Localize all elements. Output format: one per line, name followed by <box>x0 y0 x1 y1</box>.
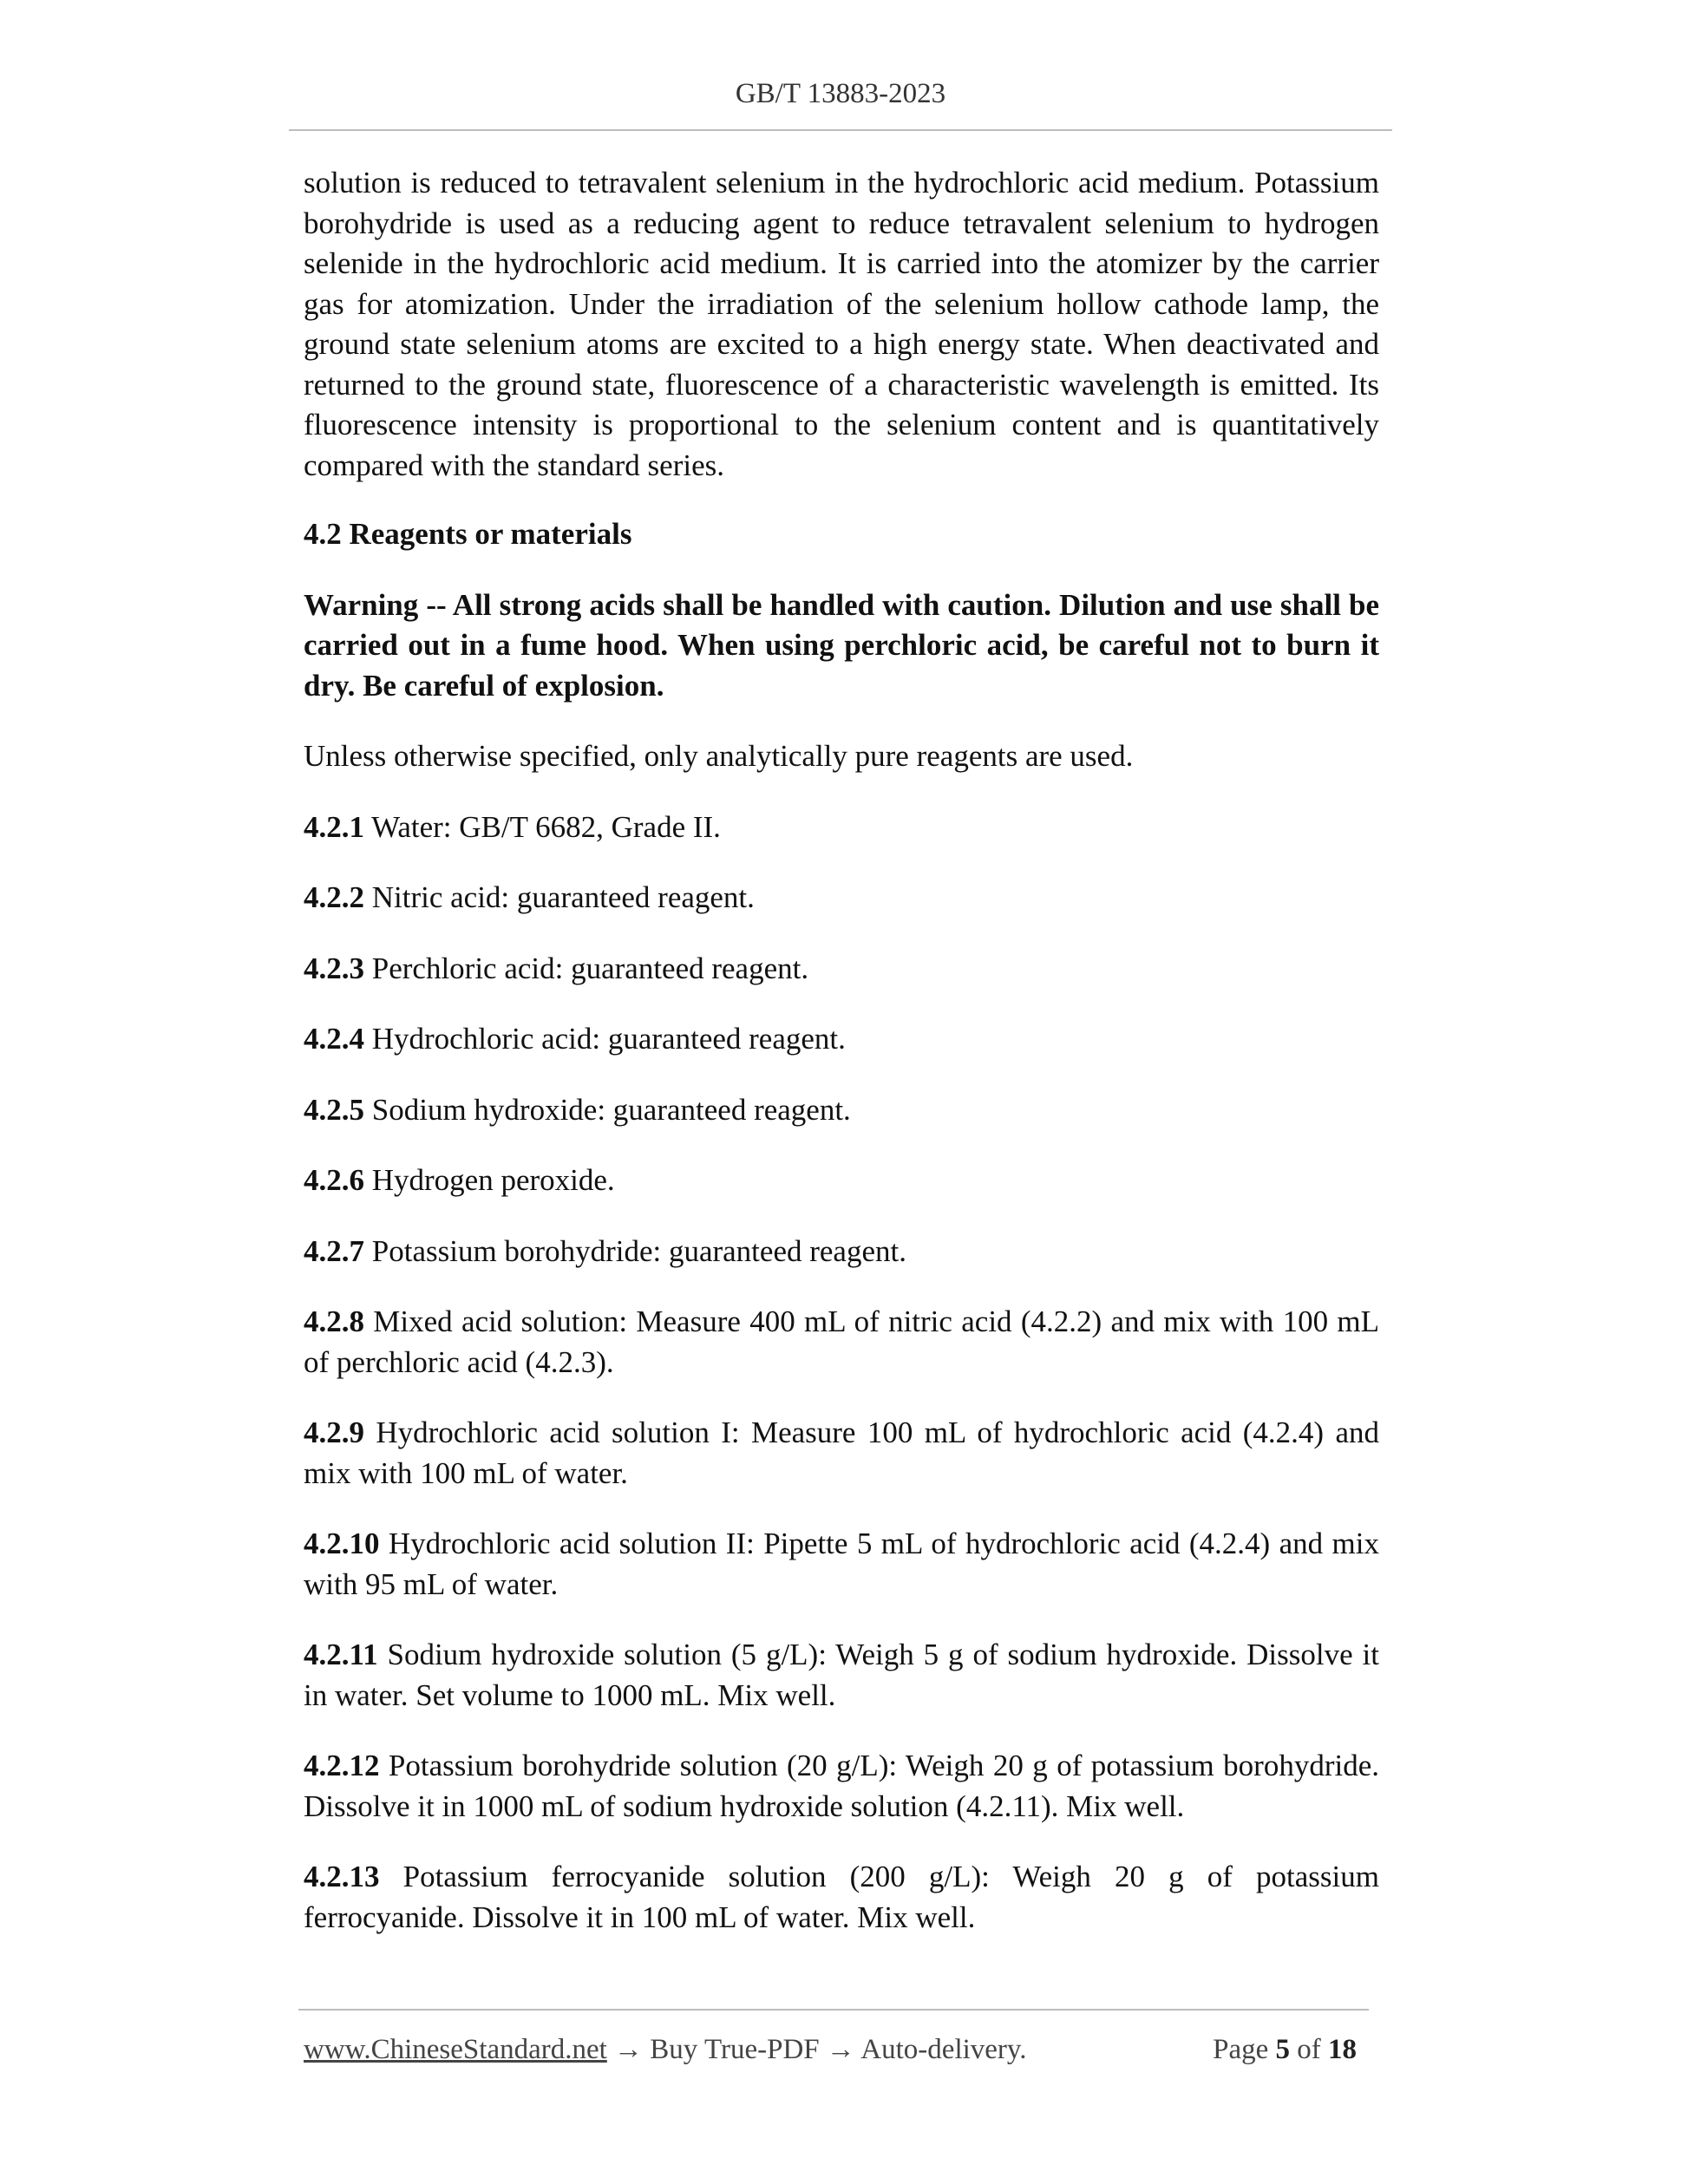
item-text: Hydrochloric acid: guaranteed reagent. <box>364 1022 846 1056</box>
item-number: 4.2.6 <box>304 1163 364 1197</box>
footer-promo <box>304 2028 1027 2071</box>
item-text: Hydrochloric acid solution I: Measure 100 mL of hydrochloric acid (4.2.4) and mix with 100 mL of water. <box>304 1416 1379 1490</box>
section-heading: 4.2 Reagents or materials <box>304 517 632 551</box>
item-text: Mixed acid solution: Measure 400 mL of nitric acid (4.2.2) and mix with 100 mL of perchloric acid (4.2.3). <box>304 1305 1379 1379</box>
list-item <box>304 878 1379 919</box>
item-number: 4.2.5 <box>304 1092 364 1127</box>
general-note: Unless otherwise specified, only analytically pure reagents are used. <box>304 739 1134 773</box>
item-number: 4.2.13 <box>304 1860 380 1893</box>
item-text: Potassium ferrocyanide solution (200 g/L): Weigh 20 g of potassium ferrocyanide. Dissolve it in 100 mL of water. Mix well. <box>304 1860 1379 1934</box>
list-item <box>304 1232 1379 1272</box>
item-text: Sodium hydroxide: guaranteed reagent. <box>364 1092 851 1127</box>
item-text: Potassium borohydride solution (20 g/L): Weigh 20 g of potassium borohydride. Dissolve it in 1000 mL of sodium hydroxide solution (4.2.11). Mix well. <box>304 1749 1379 1823</box>
item-text: Hydrochloric acid solution II: Pipette 5 mL of hydrochloric acid (4.2.4) and mix with 95 mL of water. <box>304 1527 1379 1601</box>
header-divider <box>289 129 1392 131</box>
list-item <box>304 1635 1379 1716</box>
footer-promo-text: → Buy True-PDF → Auto-delivery. <box>606 2034 1027 2065</box>
list-item <box>304 1090 1379 1131</box>
list-item <box>304 949 1379 990</box>
page-indicator <box>1213 2028 1357 2071</box>
item-text: Potassium borohydride: guaranteed reagent. <box>364 1233 906 1268</box>
item-number: 4.2.12 <box>304 1749 380 1782</box>
website-link[interactable]: www.ChineseStandard.net <box>304 2034 607 2065</box>
item-text: Sodium hydroxide solution (5 g/L): Weigh 5 g of sodium hydroxide. Dissolve it in water. Set volume to 1000 mL. Mix well. <box>304 1638 1379 1712</box>
item-text: Water: GB/T 6682, Grade II. <box>364 809 721 844</box>
page-of-label: of <box>1290 2034 1328 2065</box>
current-page-number: 5 <box>1275 2034 1290 2065</box>
list-item <box>304 808 1379 848</box>
item-number: 4.2.10 <box>304 1527 380 1560</box>
item-number: 4.2.9 <box>304 1416 364 1449</box>
item-number: 4.2.3 <box>304 951 364 985</box>
list-item <box>304 1161 1379 1201</box>
intro-paragraph: solution is reduced to tetravalent selenium in the hydrochloric acid medium. Potassium borohydride is used as a reducing agent to reduce tetravalent selenium to hydrogen selenide in the hydrochloric acid medium. It is carried into the atomizer by the carrier gas for atomization. Under the irradiation of the selenium hollow cathode lamp, the ground state selenium atoms are excited to a high energy state. When deactivated and returned to the ground state, fluorescence of a characteristic wavelength is emitted. Its fluorescence intensity is proportional to the selenium content and is quantitatively compared with the standard series. <box>304 166 1379 482</box>
item-text: Hydrogen peroxide. <box>364 1163 615 1197</box>
item-number: 4.2.4 <box>304 1022 364 1056</box>
item-text: Perchloric acid: guaranteed reagent. <box>364 951 809 985</box>
page-label: Page <box>1213 2034 1276 2065</box>
list-item <box>304 1746 1379 1827</box>
page-footer <box>304 2028 1369 2071</box>
list-item <box>304 1524 1379 1605</box>
item-number: 4.2.1 <box>304 809 364 844</box>
item-number: 4.2.11 <box>304 1638 378 1671</box>
warning-paragraph: Warning -- All strong acids shall be handled with caution. Dilution and use shall be carried out in a fume hood. When using perchloric acid, be careful not to burn it dry. Be careful of explosion. <box>304 587 1379 703</box>
list-item <box>304 1302 1379 1383</box>
page-header: GB/T 13883-2023 <box>735 78 946 109</box>
item-number: 4.2.8 <box>304 1305 364 1338</box>
document-body <box>304 163 1379 1968</box>
footer-divider <box>298 2009 1369 2011</box>
list-item <box>304 1413 1379 1494</box>
list-item <box>304 1019 1379 1060</box>
list-item <box>304 1857 1379 1938</box>
item-number: 4.2.7 <box>304 1233 364 1268</box>
item-text: Nitric acid: guaranteed reagent. <box>364 880 755 914</box>
item-number: 4.2.2 <box>304 880 364 914</box>
total-pages-number: 18 <box>1328 2034 1357 2065</box>
